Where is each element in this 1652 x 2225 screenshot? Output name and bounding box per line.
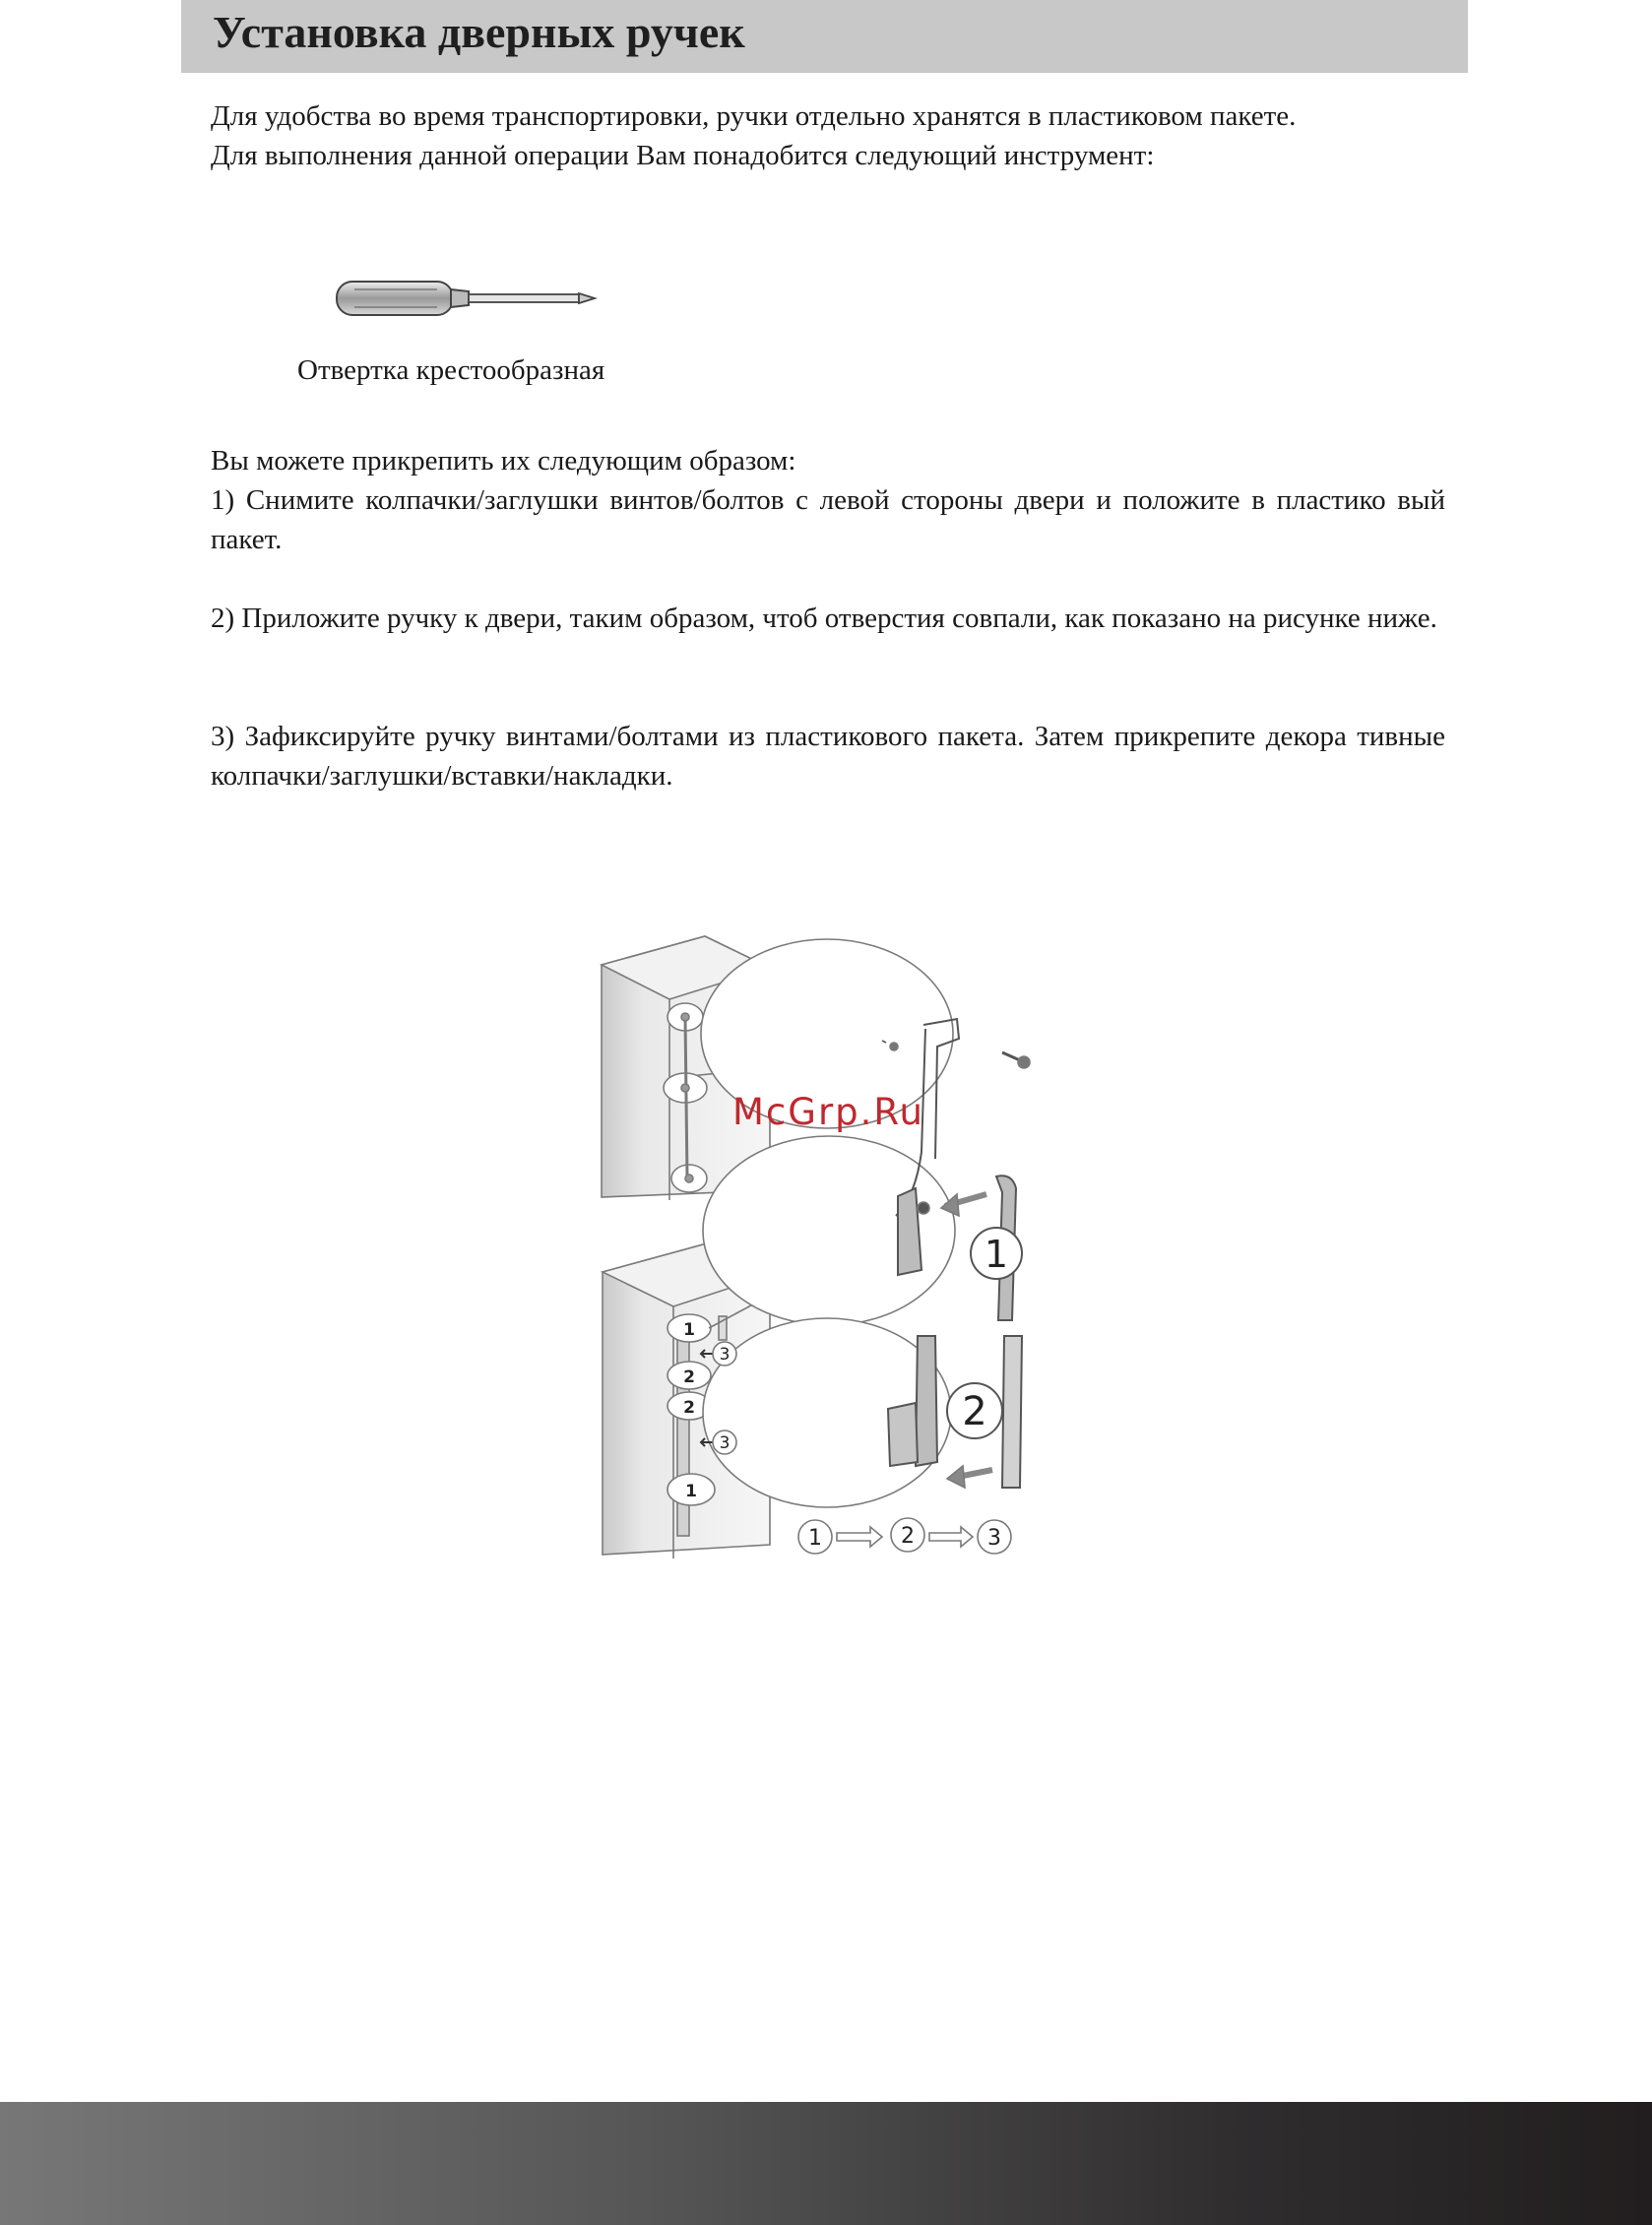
fridge-label-3: 3 xyxy=(719,1433,731,1453)
instructions-lead: Вы можете прикрепить их следующим образом: xyxy=(211,445,796,477)
sequence-step-3: 3 xyxy=(987,1526,1001,1551)
intro-line: Для выполнения данной операции Вам понадобится следующий инструмент: xyxy=(211,140,1155,171)
sequence-step-1: 1 xyxy=(808,1526,822,1551)
watermark: McGrp.Ru xyxy=(732,1091,924,1133)
footer-bar xyxy=(0,2102,1652,2225)
screwdriver-icon xyxy=(333,272,599,327)
zoom-label-1: 1 xyxy=(984,1233,1009,1276)
handle-installation-diagram xyxy=(591,930,1103,1570)
fridge-label-2: 2 xyxy=(683,1398,695,1418)
zoom-label-2: 2 xyxy=(962,1389,987,1434)
instruction-step-3: 3) Зафиксируйте ручку винтами/болтами из пластикового пакета. Затем прикрепите декора тивные колпачки/заглушки/вставки/накладки. xyxy=(211,721,1445,792)
page-title: Установка дверных ручек xyxy=(213,7,745,57)
sequence-step-2: 2 xyxy=(901,1524,915,1549)
fridge-label-3: 3 xyxy=(719,1345,731,1365)
fridge-label-1: 1 xyxy=(683,1320,695,1340)
fridge-label-1: 1 xyxy=(685,1482,697,1501)
instruction-step-1: 1) Снимите колпачки/заглушки винтов/болтов с левой стороны двери и положите в пластико вый пакет. xyxy=(211,484,1445,555)
tool-caption: Отвертка крестообразная xyxy=(297,354,605,386)
intro-line: Для удобства во время транспортировки, ручки отдельно хранятся в пластиковом пакете. xyxy=(211,100,1297,132)
intro-text xyxy=(211,96,1445,175)
instruction-step-2: 2) Приложите ручку к двери, таким образом, чтоб отверстия совпали, как показано на рисунке ниже. xyxy=(211,603,1437,634)
title-bar xyxy=(181,0,1468,73)
fridge-label-2: 2 xyxy=(683,1367,695,1387)
